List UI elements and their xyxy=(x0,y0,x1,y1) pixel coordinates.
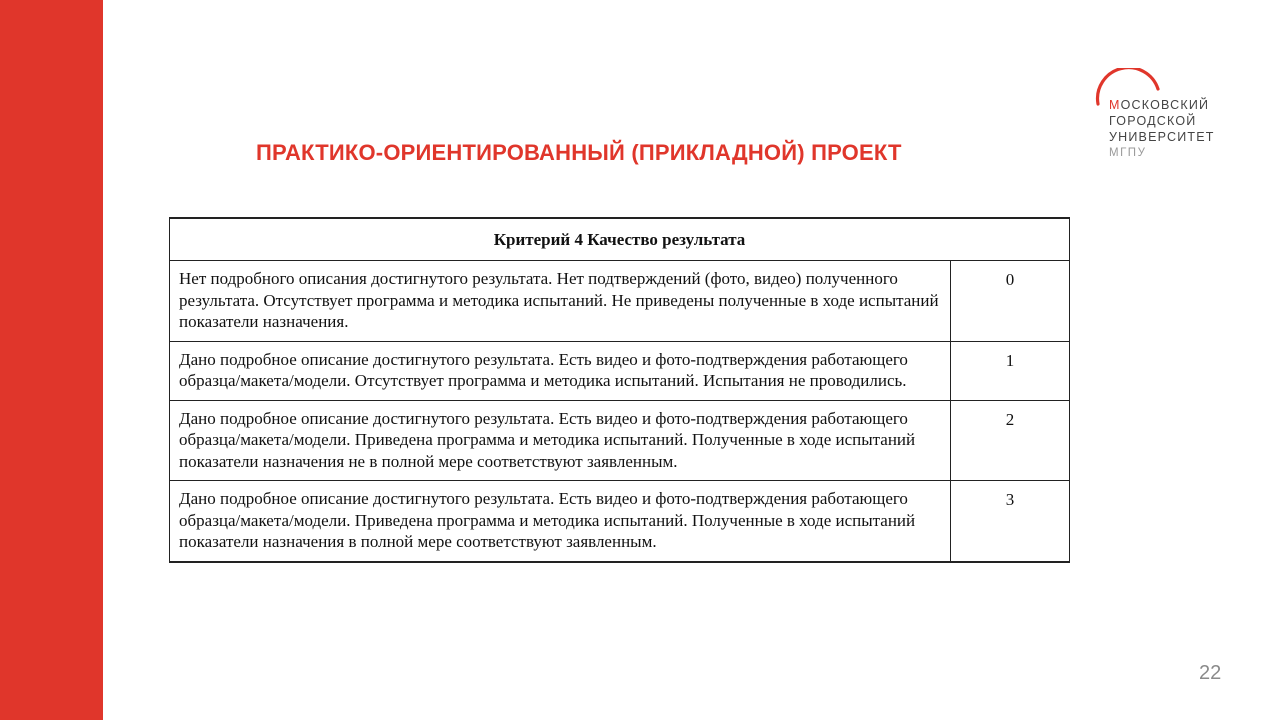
logo-abbreviation: МГПУ xyxy=(1109,147,1147,159)
table-row xyxy=(170,400,1070,481)
table-row xyxy=(170,341,1070,400)
criteria-table-container xyxy=(169,217,1070,631)
page-number: 22 xyxy=(1199,662,1222,684)
table-header: Критерий 4 Качество результата xyxy=(170,218,1070,261)
university-logo xyxy=(1086,68,1226,164)
logo-line-1: МОСКОВСКИЙ xyxy=(1109,98,1210,112)
criterion-score: 0 xyxy=(951,261,1070,342)
criterion-score: 2 xyxy=(951,400,1070,481)
logo-line-2: ГОРОДСКОЙ xyxy=(1109,114,1197,128)
slide-title: ПРАКТИКО-ОРИЕНТИРОВАННЫЙ (ПРИКЛАДНОЙ) ПРОЕКТ xyxy=(256,140,902,165)
criterion-score: 1 xyxy=(951,341,1070,400)
table-row xyxy=(170,261,1070,342)
criterion-description: Дано подробное описание достигнутого результата. Есть видео и фото-подтверждения работающего образца/макета/модели. Приведена программа и методика испытаний. Полученные в ходе испытаний показатели назначения не в полной мере соответствуют заявленным. xyxy=(170,400,951,481)
criterion-description: Дано подробное описание достигнутого результата. Есть видео и фото-подтверждения работающего образца/макета/модели. Приведена программа и методика испытаний. Полученные в ходе испытаний показатели назначения в полной мере соответствуют заявленным. xyxy=(170,481,951,562)
logo-line-3: УНИВЕРСИТЕТ xyxy=(1109,130,1215,144)
criterion-description: Нет подробного описания достигнутого результата. Нет подтверждений (фото, видео) полученного результата. Отсутствует программа и методика испытаний. Не приведены полученные в ходе испытаний показатели назначения. xyxy=(170,261,951,342)
table-header-row xyxy=(170,218,1070,261)
table-row xyxy=(170,481,1070,562)
criterion-score: 3 xyxy=(951,481,1070,562)
side-accent-bar xyxy=(0,0,103,720)
criteria-table xyxy=(169,217,1070,563)
criterion-description: Дано подробное описание достигнутого результата. Есть видео и фото-подтверждения работающего образца/макета/модели. Отсутствует программа и методика испытаний. Испытания не проводились. xyxy=(170,341,951,400)
